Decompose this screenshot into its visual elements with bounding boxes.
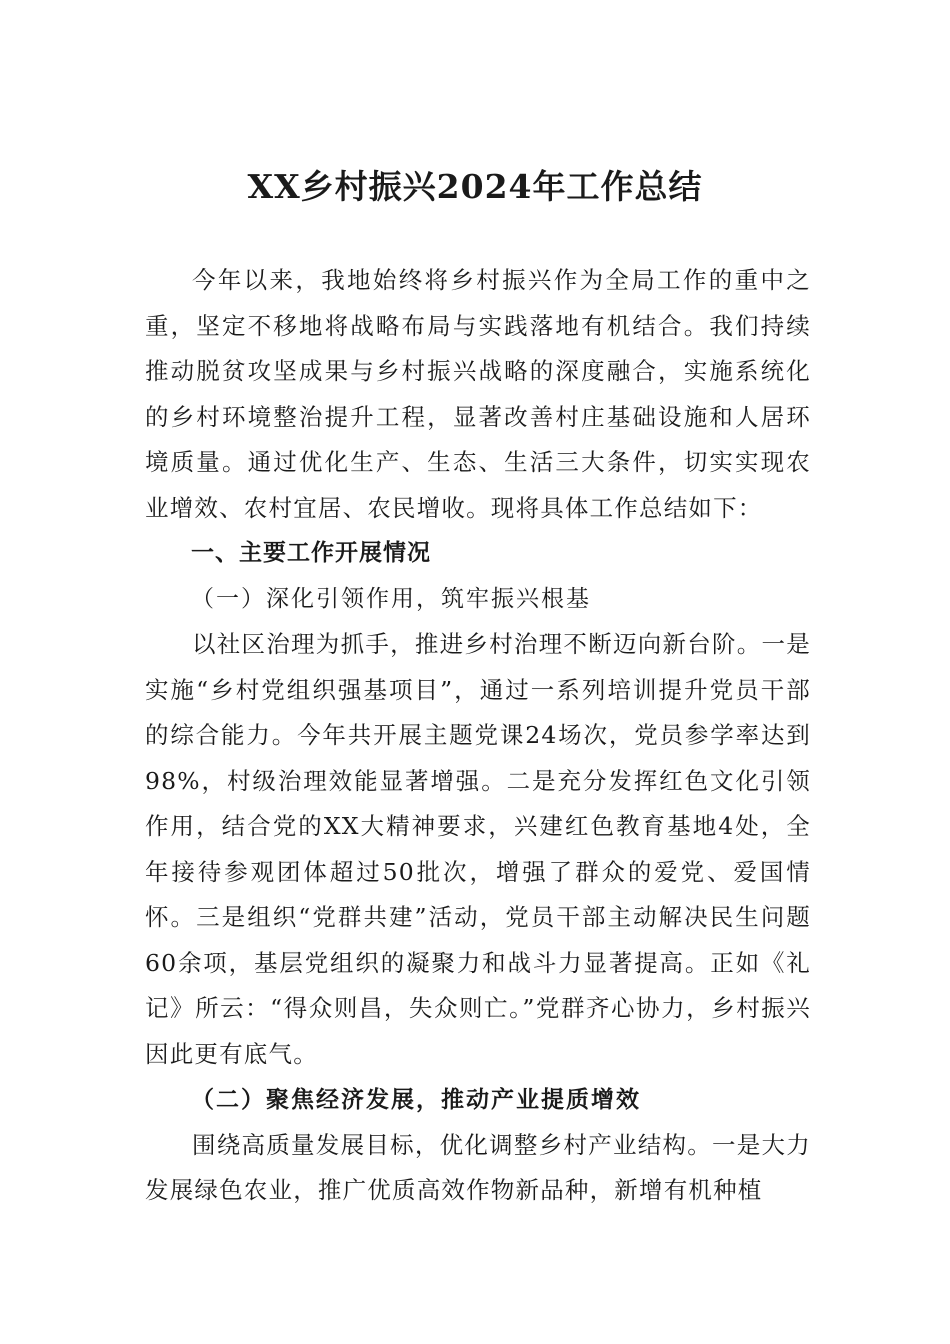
subsection-heading-1: （一）深化引领作用，筑牢振兴根基: [191, 585, 591, 612]
document-body: [145, 258, 811, 1214]
subsection-1-paragraph: 以社区治理为抓手，推进乡村治理不断迈向新台阶。一是实施“乡村党组织强基项目”，通过一系列培训提升党员干部的综合能力。今年共开展主题党课24场次，党员参学率达到98%，村级治理效能显著增强。二是充分发挥红色文化引领作用，结合党的XX大精神要求，兴建红色教育基地4处，全年接待参观团体超过50批次，增强了群众的爱党、爱国情怀。三是组织“党群共建”活动，党员干部主动解决民生问题60余项，基层党组织的凝聚力和战斗力显著提高。正如《礼记》所云：“得众则昌，失众则亡。”党群齐心协力，乡村振兴因此更有底气。: [145, 630, 811, 1068]
subsection-heading-2: （二）聚焦经济发展，推动产业提质增效: [191, 1086, 641, 1113]
document-title: XX乡村振兴2024年工作总结: [247, 167, 703, 206]
subsection-2-paragraph: 围绕高质量发展目标，优化调整乡村产业结构。一是大力发展绿色农业，推广优质高效作物新品种，新增有机种植: [145, 1130, 811, 1204]
intro-paragraph: 今年以来，我地始终将乡村振兴作为全局工作的重中之重，坚定不移地将战略布局与实践落地有机结合。我们持续推动脱贫攻坚成果与乡村振兴战略的深度融合，实施系统化的乡村环境整治提升工程，显著改善村庄基础设施和人居环境质量。通过优化生产、生态、生活三大条件，切实实现农业增效、农村宜居、农民增收。现将具体工作总结如下：: [145, 266, 811, 522]
section-heading-1: 一、主要工作开展情况: [191, 540, 431, 566]
